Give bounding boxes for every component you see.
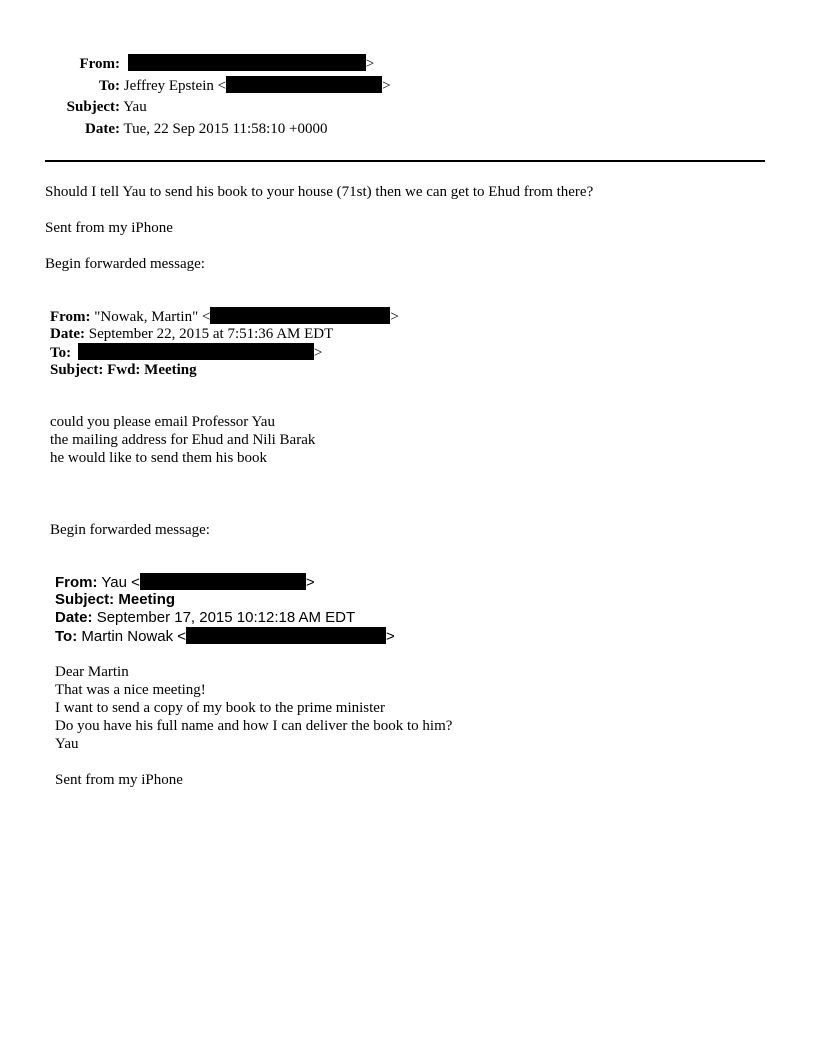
redaction-bar <box>140 573 306 590</box>
angle-close: > <box>313 345 323 361</box>
fwd2-subject-label: Subject: <box>55 591 115 608</box>
fwd1-date-row <box>50 325 333 343</box>
fwd1-subject-value: Fwd: Meeting <box>107 362 197 378</box>
fwd2-to-label: To: <box>55 628 78 645</box>
fwd2-signature: Sent from my iPhone <box>55 772 183 788</box>
redaction-bar <box>186 627 386 644</box>
header-to-row <box>0 76 391 95</box>
angle-close: > <box>386 628 395 645</box>
fwd2-text-line: Dear Martin <box>55 664 129 680</box>
fwd1-to-label: To: <box>50 345 72 361</box>
fwd1-text-line: he would like to send them his book <box>50 450 268 466</box>
header-subject-value: Yau <box>123 99 147 115</box>
fwd2-text-line: Do you have his full name and how I can deliver the book to him? <box>55 718 453 734</box>
fwd1-text-line: could you please email Professor Yau <box>50 414 275 430</box>
fwd1-begin-forwarded: Begin forwarded message: <box>50 522 210 538</box>
header-to-value: Jeffrey Epstein < <box>123 78 227 94</box>
fwd2-from-label: From: <box>55 574 98 591</box>
redaction-bar <box>128 54 366 71</box>
header-from-row <box>0 54 374 73</box>
header-divider <box>45 160 765 162</box>
redaction-bar <box>226 76 382 93</box>
fwd1-from-label: From: <box>50 309 91 325</box>
header-date-value: Tue, 22 Sep 2015 11:58:10 +0000 <box>123 121 328 137</box>
body-line-1: Should I tell Yau to send his book to your house (71st) then we can get to Ehud from there? <box>45 184 594 200</box>
fwd1-from-value: "Nowak, Martin" < <box>94 309 211 325</box>
fwd2-from-value: Yau < <box>101 574 140 591</box>
angle-close: > <box>305 574 315 591</box>
header-date-row <box>0 120 328 138</box>
fwd1-date-label: Date: <box>50 326 85 342</box>
fwd2-date-label: Date: <box>55 609 93 626</box>
fwd1-date-value: September 22, 2015 at 7:51:36 AM EDT <box>88 326 334 342</box>
fwd2-date-row <box>55 609 355 627</box>
fwd2-text-line: Yau <box>55 736 79 752</box>
redaction-bar <box>210 307 390 324</box>
angle-close: > <box>390 309 399 325</box>
fwd2-to-row <box>55 627 395 646</box>
fwd1-to-row <box>50 343 322 362</box>
angle-close: > <box>382 78 391 94</box>
fwd2-from-row <box>55 573 315 592</box>
fwd2-text-line: That was a nice meeting! <box>55 682 206 698</box>
fwd1-from-row <box>50 307 399 326</box>
fwd2-text-line: I want to send a copy of my book to the prime minister <box>55 700 385 716</box>
fwd2-to-value: Martin Nowak < <box>81 628 187 645</box>
angle-close: > <box>365 56 375 72</box>
header-date-label: Date: <box>85 121 120 137</box>
fwd2-date-value: September 17, 2015 10:12:18 AM EDT <box>96 609 356 626</box>
fwd2-subject-value: Meeting <box>118 591 176 608</box>
fwd1-subject-row <box>50 361 197 379</box>
body-line-2: Sent from my iPhone <box>45 220 173 236</box>
redaction-bar <box>78 343 314 360</box>
fwd1-text-line: the mailing address for Ehud and Nili Barak <box>50 432 316 448</box>
body-line-3: Begin forwarded message: <box>45 256 205 272</box>
fwd1-subject-label: Subject: <box>50 362 104 378</box>
header-subject-row <box>0 98 147 116</box>
fwd2-subject-row <box>55 591 175 609</box>
header-to-label: To: <box>98 78 120 94</box>
header-from-label: From: <box>79 56 120 72</box>
header-subject-label: Subject: <box>66 99 120 115</box>
